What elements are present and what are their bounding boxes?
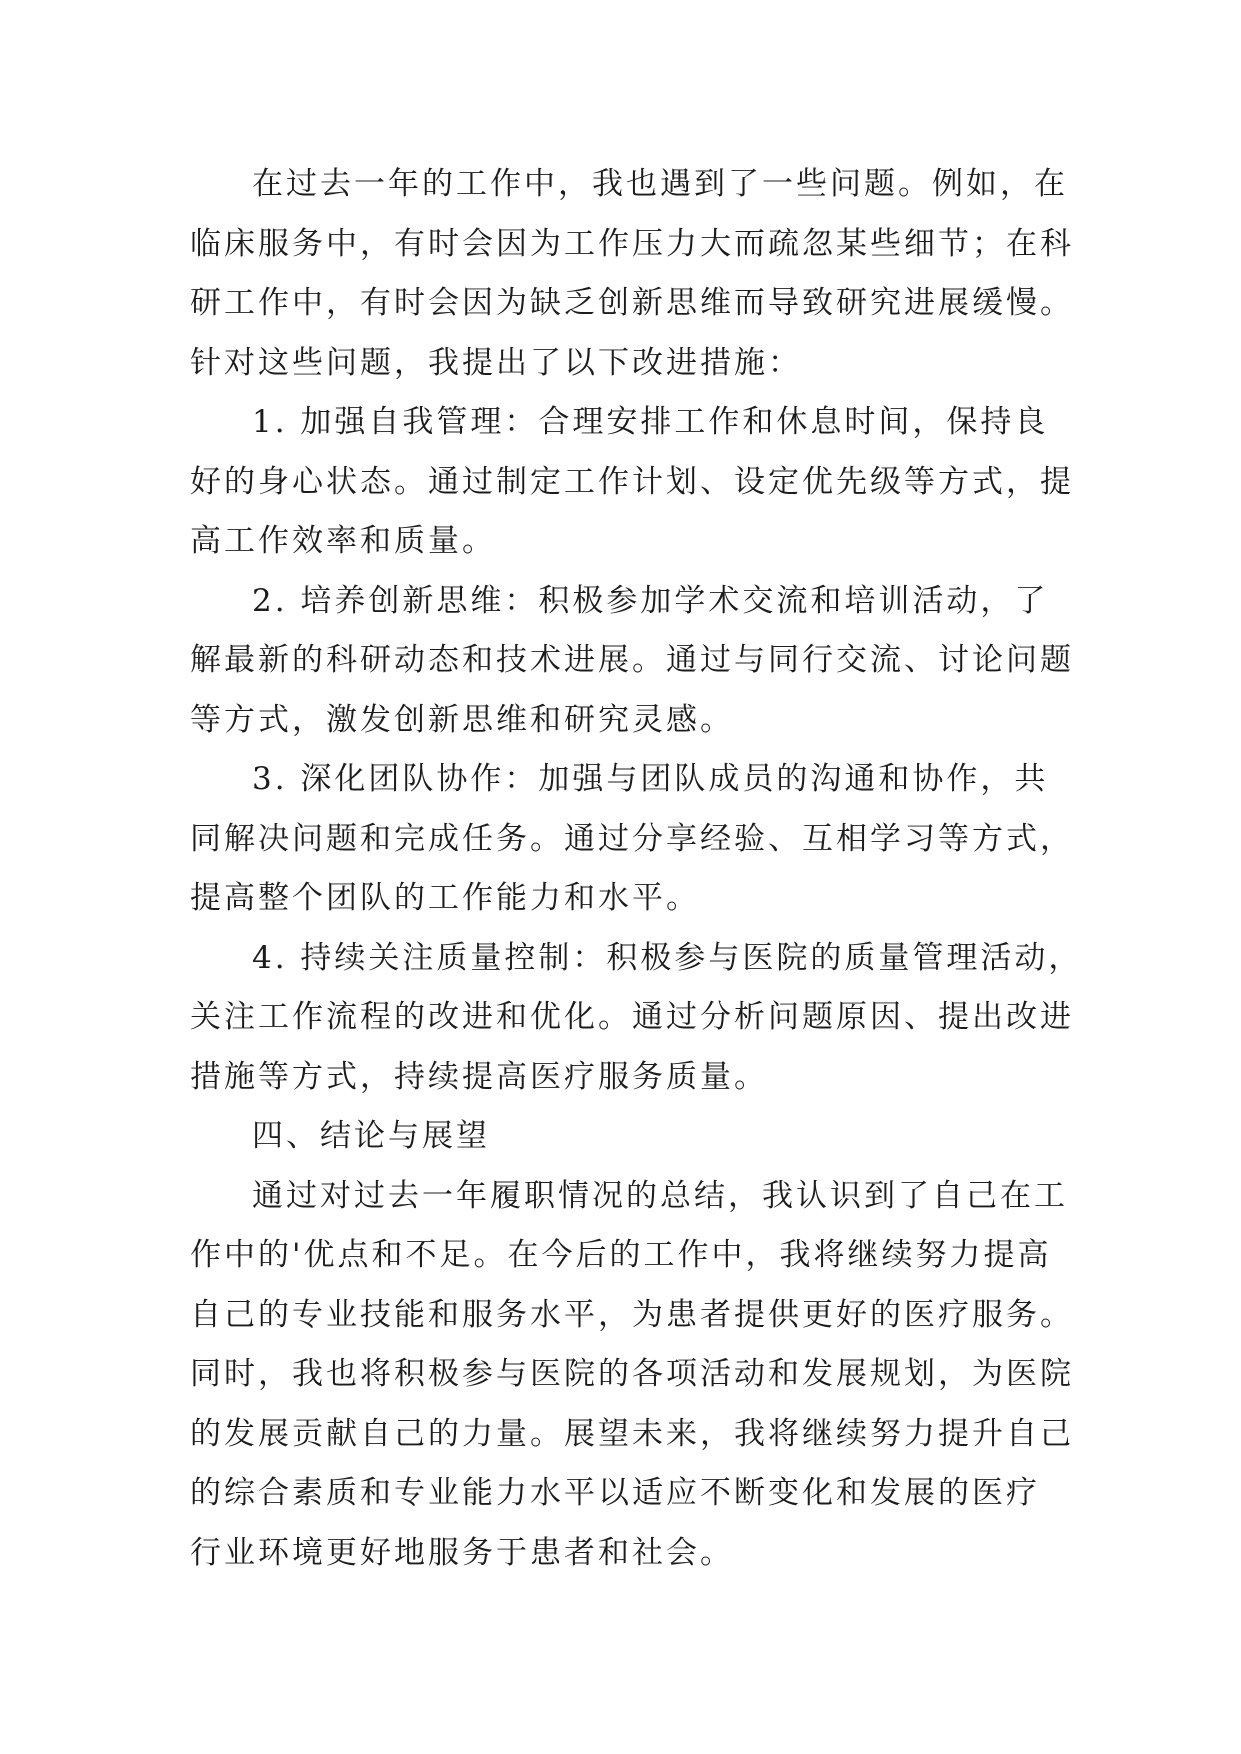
text-line: 提高整个团队的工作能力和水平。 [190,880,700,916]
text-line: 解最新的科研动态和技术进展。通过与同行交流、讨论问题 [190,642,1074,678]
text-line: 研工作中，有时会因为缺乏创新思维而导致研究进展缓慢。 [190,285,1074,321]
text-line: 通过对过去一年履职情况的总结，我认识到了自己在工 [252,1177,1068,1214]
text-line: 3. 深化团队协作：加强与团队成员的沟通和协作，共 [252,761,1049,797]
text-line: 1. 加强自我管理：合理安排工作和休息时间，保持良 [252,404,1049,440]
text-line: 4. 持续关注质量控制：积极参与医院的质量管理活动， [252,939,1083,976]
text-line: 同解决问题和完成任务。通过分享经验、互相学习等方式， [190,820,1074,857]
text-line: 关注工作流程的改进和优化。通过分析问题原因、提出改进 [190,999,1074,1035]
text-line: 作中的'优点和不足。在今后的工作中，我将继续努力提高 [190,1237,1052,1273]
text-line: 针对这些问题，我提出了以下改进措施： [190,344,802,381]
document-page [190,155,1083,1583]
text-line: 等方式，激发创新思维和研究灵感。 [190,701,734,738]
heading-line: 四、结论与展望 [252,1118,490,1154]
text-line: 好的身心状态。通过制定工作计划、设定优先级等方式，提 [190,463,1074,500]
text-line: 高工作效率和质量。 [190,523,496,559]
text-line: 自己的专业技能和服务水平，为患者提供更好的医疗服务。 [190,1296,1074,1333]
text-line: 行业环境更好地服务于患者和社会。 [190,1534,734,1571]
paragraph-conclusion [190,1167,1074,1584]
paragraph-item-2 [190,572,1074,751]
text-line: 的综合素质和专业能力水平以适应不断变化和发展的医疗 [190,1475,1040,1511]
text-line: 措施等方式，持续提高医疗服务质量。 [190,1058,768,1095]
section-heading-conclusion [190,1107,1052,1167]
text-line: 在过去一年的工作中，我也遇到了一些问题。例如，在 [252,166,1068,202]
text-line: 的发展贡献自己的力量。展望未来，我将继续努力提升自己 [190,1415,1074,1452]
paragraph-problems [190,155,1074,393]
text-line: 临床服务中，有时会因为工作压力大而疏忽某些细节；在科 [190,225,1074,262]
text-line: 2. 培养创新思维：积极参加学术交流和培训活动，了 [252,582,1049,619]
paragraph-item-1 [190,393,1074,572]
text-line: 同时，我也将积极参与医院的各项活动和发展规划，为医院 [190,1356,1074,1392]
paragraph-item-3 [190,750,1074,929]
paragraph-item-4 [190,929,1083,1108]
